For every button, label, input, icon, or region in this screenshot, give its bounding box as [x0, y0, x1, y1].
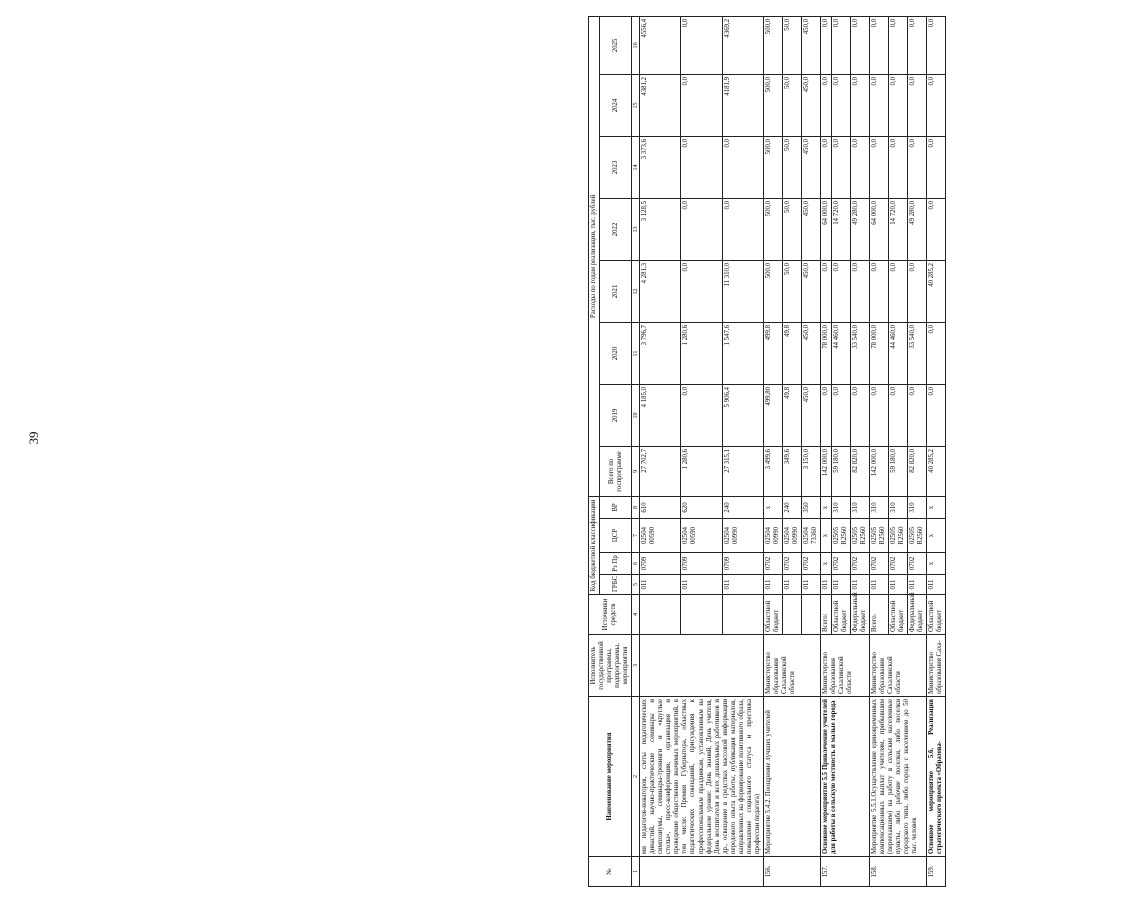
- col-num-header: №: [589, 857, 632, 887]
- executor: Министерство образования Сахалинской области: [763, 635, 820, 697]
- vr-code: х: [926, 496, 945, 518]
- col-exec-header: Исполнитель государственной программы, подпрограммы, мероприятия: [589, 635, 632, 697]
- column-number: 14: [632, 136, 640, 198]
- grbs-code: 011: [640, 575, 681, 595]
- funding-source: Федеральный бюджет: [907, 595, 926, 635]
- vr-code: 310: [888, 496, 907, 518]
- column-number: 6: [632, 553, 640, 575]
- row-number: 159.: [926, 857, 945, 887]
- funding-source: Всего.: [869, 595, 888, 635]
- total-amount: 82 820,0: [850, 446, 869, 496]
- total-amount: 1 280,6: [681, 446, 722, 496]
- column-number: 10: [632, 384, 640, 446]
- year-amount: 0,0: [869, 260, 888, 322]
- row-number: 157.: [820, 857, 869, 887]
- executor: Министерство образования Саха-: [926, 635, 945, 697]
- activity-name: ми педагогов-новаторов, слеты педагогических династий, научно-практические семинары и симпозиумы, семинары-тренинги и «круглые столы», пресс-конференции, организация и проведение общественно значимых мероприятий, в том числе: Премия Губернатора, областных педагогических совещаний, присуждения к профессиональным праздникам, установленным на федеральном уровне: День знаний, День учителя, День воспитателя и всех дошкольных работников и др., освещение в средствах массовой информации передового опыта работы, публикация материалов, направленных на формирование позитивного образа, повышение социального статуса и престижа профессии педагога): [640, 697, 763, 857]
- funding-source: Всего:: [820, 595, 831, 635]
- col-vr-header: ВР: [600, 496, 632, 518]
- year-amount: 0,0: [820, 16, 831, 74]
- year-amount: 0,0: [888, 136, 907, 198]
- funding-source: Областной бюджет: [888, 595, 907, 635]
- year-amount: 450,0: [801, 322, 820, 384]
- year-amount: 0,0: [926, 16, 945, 74]
- grbs-code: 011: [782, 575, 801, 595]
- rzpr-code: х: [926, 553, 945, 575]
- csr-code: 02504 73360: [801, 519, 820, 553]
- grbs-code: 011: [926, 575, 945, 595]
- grbs-code: 011: [907, 575, 926, 595]
- year-amount: 0,0: [926, 74, 945, 136]
- year-amount: 4 185,0: [640, 384, 681, 446]
- grbs-code: 011: [850, 575, 869, 595]
- page-number: 39: [26, 431, 41, 445]
- year-amount: 4 281,3: [640, 260, 681, 322]
- grbs-code: 011: [681, 575, 722, 595]
- vr-code: 240: [782, 496, 801, 518]
- year-amount: 50,0: [782, 260, 801, 322]
- year-amount: 14 720,0: [888, 198, 907, 260]
- csr-code: х: [926, 519, 945, 553]
- table-row: [763, 16, 782, 886]
- year-amount: 11 310,0: [722, 260, 763, 322]
- total-amount: 3 499,6: [763, 446, 782, 496]
- csr-code: 02504 00590: [681, 519, 722, 553]
- year-amount: 40 285,2: [926, 260, 945, 322]
- year-amount: 0,0: [888, 260, 907, 322]
- rzpr-code: 0702: [801, 553, 820, 575]
- funding-source: Областной бюджет: [763, 595, 782, 635]
- column-number: 11: [632, 322, 640, 384]
- funding-source: Областной бюджет: [926, 595, 945, 635]
- year-amount: 1 280,6: [681, 322, 722, 384]
- col-source-header: Источники средств: [589, 595, 632, 635]
- column-number: 8: [632, 496, 640, 518]
- year-amount: 49,8: [782, 384, 801, 446]
- year-header: 2020: [600, 322, 632, 384]
- grbs-code: 011: [831, 575, 850, 595]
- year-amount: 0,0: [926, 384, 945, 446]
- table-row: [640, 16, 681, 886]
- year-amount: 500,0: [763, 16, 782, 74]
- csr-code: 02505 R2560: [869, 519, 888, 553]
- year-amount: 0,0: [722, 198, 763, 260]
- row-number: 158.: [869, 857, 926, 887]
- rzpr-code: 0702: [763, 553, 782, 575]
- year-amount: 1 547,6: [722, 322, 763, 384]
- year-amount: 0,0: [850, 384, 869, 446]
- year-amount: 4369,2: [722, 16, 763, 74]
- year-amount: 500,0: [763, 136, 782, 198]
- year-amount: 0,0: [907, 74, 926, 136]
- col-total-header: Всего по госпрограмме: [600, 446, 632, 496]
- table-row: [820, 16, 831, 886]
- rzpr-code: 0702: [782, 553, 801, 575]
- vr-code: 620: [681, 496, 722, 518]
- year-amount: 0,0: [907, 16, 926, 74]
- col-rzpr-header: Рз Пр: [600, 553, 632, 575]
- year-amount: 0,0: [869, 384, 888, 446]
- year-amount: 499,80: [763, 384, 782, 446]
- funding-source: [782, 595, 801, 635]
- table-row: [926, 16, 945, 886]
- year-amount: 0,0: [869, 136, 888, 198]
- year-amount: 499,8: [763, 322, 782, 384]
- year-amount: 0,0: [926, 322, 945, 384]
- year-amount: 64 000,0: [869, 198, 888, 260]
- year-amount: 450,0: [801, 136, 820, 198]
- year-amount: 500,0: [763, 198, 782, 260]
- year-amount: 500,0: [763, 74, 782, 136]
- funding-source: [681, 595, 722, 635]
- col-expenses-header: Расходы по годам реализации, тыс. рублей: [589, 16, 600, 496]
- year-amount: 0,0: [681, 260, 722, 322]
- grbs-code: 011: [820, 575, 831, 595]
- rzpr-code: 0702: [907, 553, 926, 575]
- col-grbs-header: ГРБС: [600, 575, 632, 595]
- rzpr-code: х: [820, 553, 831, 575]
- csr-code: 02504 00990: [782, 519, 801, 553]
- year-amount: 450,0: [801, 384, 820, 446]
- total-amount: 142 000,0: [820, 446, 831, 496]
- col-budget-code-header: Код бюджетной классификации: [589, 496, 600, 594]
- column-number: 1: [632, 857, 640, 887]
- column-number: 3: [632, 635, 640, 697]
- year-amount: 3 128,5: [640, 198, 681, 260]
- year-amount: 5 906,4: [722, 384, 763, 446]
- year-header: 2024: [600, 74, 632, 136]
- csr-code: 02505 R2560: [888, 519, 907, 553]
- column-number: 4: [632, 595, 640, 635]
- year-amount: 3 373,6: [640, 136, 681, 198]
- year-amount: 0,0: [831, 260, 850, 322]
- year-amount: 450,0: [801, 16, 820, 74]
- executor: Министерство образования Сахалинской области: [869, 635, 926, 697]
- column-number-row: [632, 16, 640, 886]
- year-amount: 4556,4: [640, 16, 681, 74]
- year-amount: 0,0: [907, 260, 926, 322]
- vr-code: х: [820, 496, 831, 518]
- column-number: 16: [632, 16, 640, 74]
- total-amount: 59 180,0: [888, 446, 907, 496]
- rzpr-code: 0702: [869, 553, 888, 575]
- year-amount: 0,0: [681, 136, 722, 198]
- csr-code: 02505 R2560: [850, 519, 869, 553]
- vr-code: х: [763, 496, 782, 518]
- executor: [640, 635, 763, 697]
- year-amount: 0,0: [820, 260, 831, 322]
- vr-code: 610: [640, 496, 681, 518]
- column-number: 2: [632, 697, 640, 857]
- year-amount: 0,0: [869, 16, 888, 74]
- year-amount: 0,0: [926, 136, 945, 198]
- year-amount: 0,0: [888, 384, 907, 446]
- year-amount: 78 000,0: [869, 322, 888, 384]
- funding-source: Областной бюджет: [831, 595, 850, 635]
- row-number: 156.: [763, 857, 820, 887]
- rzpr-code: 0702: [888, 553, 907, 575]
- year-amount: 0,0: [831, 136, 850, 198]
- column-number: 9: [632, 446, 640, 496]
- year-amount: 14 720,0: [831, 198, 850, 260]
- col-name-header: Наименование мероприятия: [589, 697, 632, 857]
- activity-name: Основное мероприятие 5.5 Привлечение учителей для работы в сельскую местность и малые города: [820, 697, 869, 857]
- year-amount: 3 796,7: [640, 322, 681, 384]
- year-amount: 0,0: [722, 136, 763, 198]
- year-amount: 49 280,0: [850, 198, 869, 260]
- year-amount: 0,0: [869, 74, 888, 136]
- total-amount: 59 180,0: [831, 446, 850, 496]
- year-amount: 33 540,0: [907, 322, 926, 384]
- csr-code: 02504 00590: [640, 519, 681, 553]
- year-amount: 33 540,0: [850, 322, 869, 384]
- year-amount: 0,0: [681, 74, 722, 136]
- funding-source: Федеральный бюджет: [850, 595, 869, 635]
- year-amount: 0,0: [926, 198, 945, 260]
- vr-code: 310: [869, 496, 888, 518]
- year-amount: 0,0: [820, 384, 831, 446]
- activity-name: Мероприятие 5.4.2. Поощрение лучших учителей: [763, 697, 820, 857]
- year-header: 2021: [600, 260, 632, 322]
- total-amount: 82 820,0: [907, 446, 926, 496]
- csr-code: 02504 00990: [763, 519, 782, 553]
- csr-code: х: [820, 519, 831, 553]
- total-amount: 27 315,1: [722, 446, 763, 496]
- row-number: [640, 857, 763, 887]
- year-amount: 0,0: [850, 136, 869, 198]
- year-amount: 0,0: [831, 74, 850, 136]
- activity-name: Основное мероприятие 5.6. Реализация стратегического проекта «Образова-: [926, 697, 945, 857]
- table-body: [640, 16, 946, 886]
- vr-code: 350: [801, 496, 820, 518]
- year-amount: 50,0: [782, 74, 801, 136]
- year-amount: 78 000,0: [820, 322, 831, 384]
- year-amount: 0,0: [681, 384, 722, 446]
- year-amount: 0,0: [820, 74, 831, 136]
- funding-source: [640, 595, 681, 635]
- table-row: [869, 16, 888, 886]
- year-amount: 450,0: [801, 260, 820, 322]
- col-csr-header: ЦСР: [600, 519, 632, 553]
- year-amount: 0,0: [820, 136, 831, 198]
- column-number: 12: [632, 260, 640, 322]
- csr-code: 02505 R2560: [907, 519, 926, 553]
- year-amount: 0,0: [831, 16, 850, 74]
- total-amount: 27 702,7: [640, 446, 681, 496]
- budget-table-sheet: [588, 17, 1148, 887]
- rzpr-code: 0709: [722, 553, 763, 575]
- year-amount: 50,0: [782, 16, 801, 74]
- rzpr-code: 0709: [640, 553, 681, 575]
- total-amount: 40 285,2: [926, 446, 945, 496]
- year-amount: 50,0: [782, 136, 801, 198]
- funding-source: [801, 595, 820, 635]
- vr-code: 310: [850, 496, 869, 518]
- year-header: 2023: [600, 136, 632, 198]
- total-amount: 349,6: [782, 446, 801, 496]
- year-header: 2022: [600, 198, 632, 260]
- funding-source: [722, 595, 763, 635]
- grbs-code: 011: [763, 575, 782, 595]
- column-number: 7: [632, 519, 640, 553]
- vr-code: 310: [831, 496, 850, 518]
- year-amount: 450,0: [801, 198, 820, 260]
- year-amount: 0,0: [681, 198, 722, 260]
- year-amount: 450,0: [801, 74, 820, 136]
- year-header: 2019: [600, 384, 632, 446]
- year-amount: 0,0: [888, 16, 907, 74]
- year-amount: 0,0: [681, 16, 722, 74]
- vr-code: 240: [722, 496, 763, 518]
- year-amount: 0,0: [907, 136, 926, 198]
- year-amount: 0,0: [831, 384, 850, 446]
- grbs-code: 011: [722, 575, 763, 595]
- activity-name: Мероприятие 5.5.1.Осуществление единовременных компенсационных выплат учителям, прибывшим (переехавшим) на работу в сельские населенные пункты, либо рабочие поселки, либо поселки городского типа, либо города с населением до 50 тыс. человек: [869, 697, 926, 857]
- year-amount: 44 460,0: [831, 322, 850, 384]
- csr-code: 02504 00990: [722, 519, 763, 553]
- rzpr-code: 0709: [681, 553, 722, 575]
- column-number: 15: [632, 74, 640, 136]
- column-number: 5: [632, 575, 640, 595]
- year-amount: 0,0: [850, 74, 869, 136]
- total-amount: 3 150,0: [801, 446, 820, 496]
- total-amount: 142 000,0: [869, 446, 888, 496]
- column-number: 13: [632, 198, 640, 260]
- year-amount: 0,0: [888, 74, 907, 136]
- year-amount: 64 000,0: [820, 198, 831, 260]
- year-amount: 500,0: [763, 260, 782, 322]
- grbs-code: 011: [888, 575, 907, 595]
- year-amount: 44 460,0: [888, 322, 907, 384]
- budget-table: [588, 16, 946, 887]
- grbs-code: 011: [869, 575, 888, 595]
- year-header: 2025: [600, 16, 632, 74]
- year-amount: 49 280,0: [907, 198, 926, 260]
- year-amount: 0,0: [907, 384, 926, 446]
- csr-code: 02505 R2560: [831, 519, 850, 553]
- year-amount: 0,0: [850, 16, 869, 74]
- year-amount: 0,0: [850, 260, 869, 322]
- rzpr-code: 0702: [850, 553, 869, 575]
- vr-code: 310: [907, 496, 926, 518]
- year-amount: 50,0: [782, 198, 801, 260]
- grbs-code: 011: [801, 575, 820, 595]
- year-amount: 49,8: [782, 322, 801, 384]
- rzpr-code: 0702: [831, 553, 850, 575]
- executor: Министерство образования Сахалинской области: [820, 635, 869, 697]
- year-amount: 4381,2: [640, 74, 681, 136]
- year-amount: 4181,9: [722, 74, 763, 136]
